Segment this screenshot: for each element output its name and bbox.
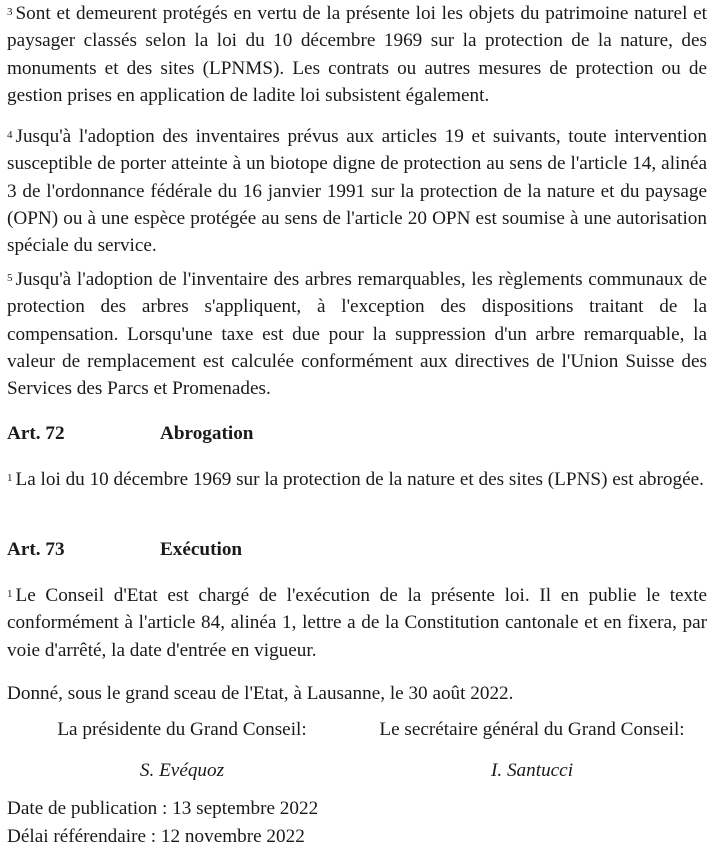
alinea-number: 1 [7,472,13,484]
paragraph-alinea-3 [7,0,707,109]
article-72-heading [7,420,707,447]
alinea-number: 4 [7,129,13,141]
article-72-alinea-1 [7,466,707,493]
paragraph-text: Jusqu'à l'adoption des inventaires prévus aux articles 19 et suivants, toute intervention susceptible de porter atteinte à un biotope digne de protection au sens de l'article 14, alinéa 3 de l'ordonnance fédérale du 16 janvier 1991 sur la protection de la nature et du paysage (OPN) ou à une espèce protégée au sens de l'article 20 OPN est soumise à une autorisation spéciale du service. [7,126,707,257]
article-73-heading [7,536,707,563]
article-number: Art. 72 [7,423,65,444]
secretary-name: I. Santucci [490,760,574,781]
secretary-title: Le secrétaire général du Grand Conseil: [379,719,685,740]
president-title: La présidente du Grand Conseil: [57,719,307,740]
alinea-number: 1 [7,588,13,600]
article-73-alinea-1 [7,582,707,664]
paragraph-alinea-4 [7,123,707,259]
alinea-number: 5 [7,272,13,284]
signature-titles [7,716,707,743]
article-title: Exécution [160,539,243,560]
referendum-deadline: Délai référendaire : 12 novembre 2022 [7,826,305,847]
paragraph-text: Sont et demeurent protégés en vertu de la présente loi les objets du patrimoine naturel et paysager classés selon la loi du 10 décembre 1969 sur la protection de la nature, des monuments et des sites (LPNMS). Les contrats ou autres mesures de protection ou de gestion prises en application de ladite loi subsistent également. [7,3,707,106]
given-under-seal: Donné, sous le grand sceau de l'Etat, à Lausanne, le 30 août 2022. [7,683,514,704]
paragraph-text: La loi du 10 décembre 1969 sur la protection de la nature et des sites (LPNS) est abrogée. [15,469,704,490]
publication-date: Date de publication : 13 septembre 2022 [7,798,319,819]
paragraph-text: Jusqu'à l'adoption de l'inventaire des arbres remarquables, les règlements communaux de protection des arbres s'appliquent, à l'exception des dispositions traitant de la compensation. Lorsqu'une taxe est due pour la suppression d'un arbre remarquable, la valeur de remplacement est calculée conformément aux directives de l'Union Suisse des Services des Parcs et Promenades. [7,269,707,400]
paragraph-alinea-5 [7,266,707,402]
president-name: S. Evéquoz [139,760,225,781]
article-number: Art. 73 [7,539,65,560]
signature-names [7,757,707,784]
article-title: Abrogation [160,423,254,444]
alinea-number: 3 [7,6,13,18]
paragraph-text: Le Conseil d'Etat est chargé de l'exécution de la présente loi. Il en publie le texte conformément à l'article 84, alinéa 1, lettre a de la Constitution cantonale et en fixera, par voie d'arrêté, la date d'entrée en vigueur. [7,585,707,661]
